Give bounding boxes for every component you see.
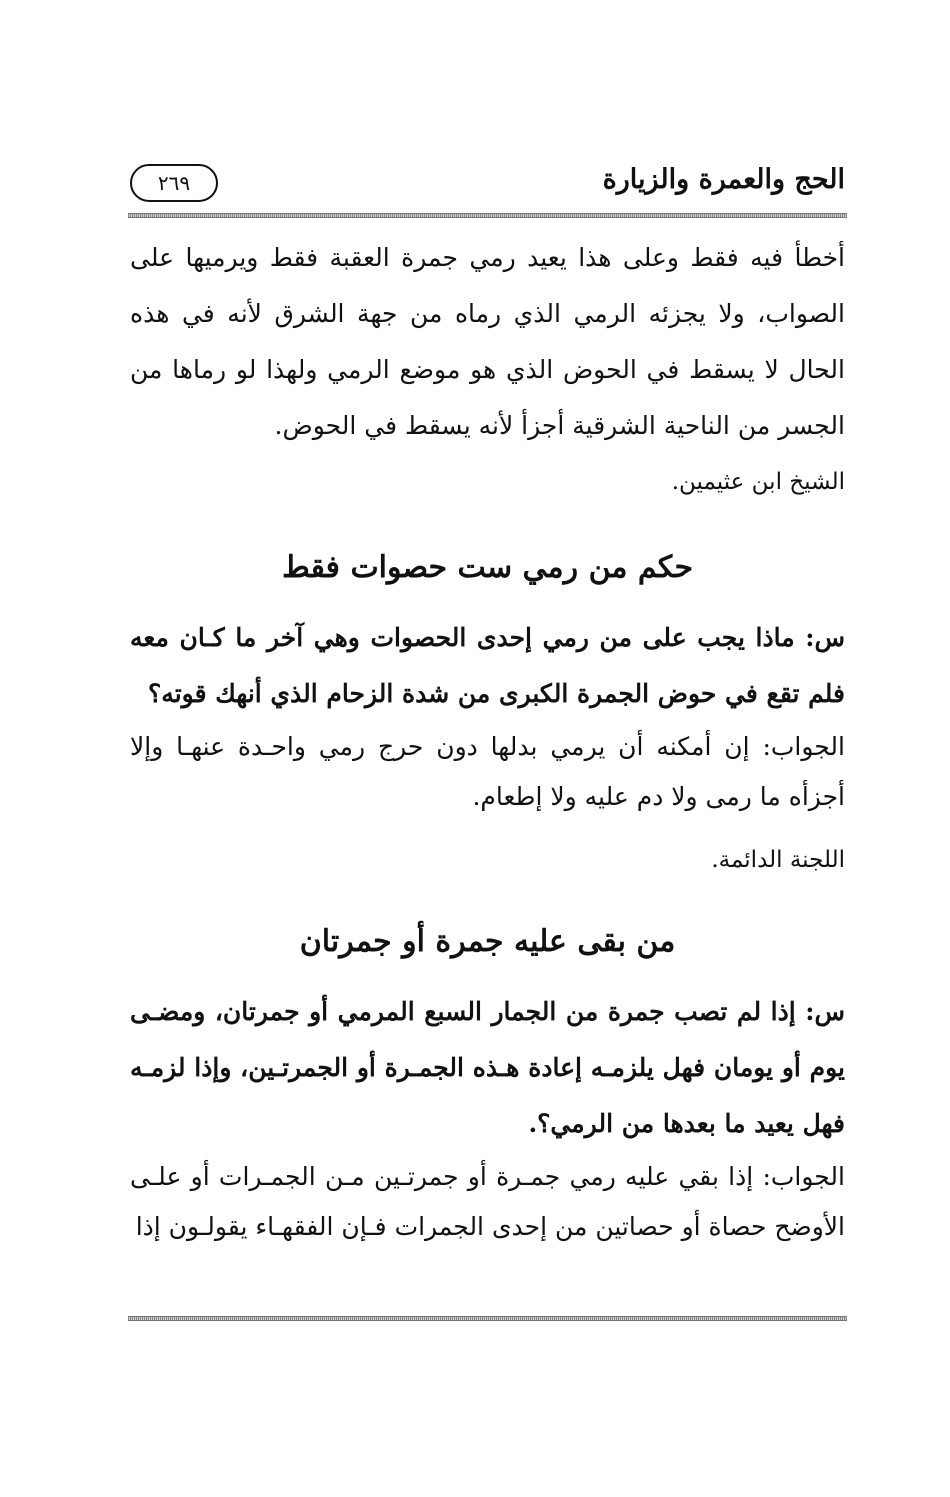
page-header xyxy=(130,160,845,210)
section-2-question: س: إذا لم تصب جمرة من الجمار السبع المرمي أو جمرتان، ومضـى يوم أو يومان فهل يلزمـه إعادة هـذه الجمـرة أو الجمرتـين، وإذا لزمـه فهل يعيد ما بعدها من الرمي؟. xyxy=(130,997,845,1138)
page-body xyxy=(130,230,845,1252)
header-divider xyxy=(128,213,847,218)
section-2-answer: الجواب: إذا بقي عليه رمي جمـرة أو جمرتـين مـن الجمـرات أو علـى الأوضح حصاة أو حصاتين من إحدى الجمرات فـإن الفقهـاء يقولـون إذا xyxy=(130,1162,845,1241)
intro-source: الشيخ ابن عثيمين. xyxy=(671,469,845,495)
section-1-answer: الجواب: إن أمكنه أن يرمي بدلها دون حرج رمي واحـدة عنهـا وإلا أجزأه ما رمى ولا دم عليه ولا إطعام. xyxy=(130,732,845,811)
footer-divider xyxy=(128,1316,847,1321)
running-title: الحج والعمرة والزيارة xyxy=(602,164,845,195)
intro-paragraph: أخطأ فيه فقط وعلى هذا يعيد رمي جمرة العقبة فقط ويرميها على الصواب، ولا يجزئه الرمي الذي رماه من جهة الشرق لأنه في هذه الحال لا يسقط في الحوض الذي هو موضع الرمي ولهذا لو رماها من الجسر من الناحية الشرقية أجزأ لأنه يسقط في الحوض. xyxy=(130,243,845,440)
page-number-badge: ٢٦٩ xyxy=(130,164,218,202)
section-2-title: من بقى عليه جمرة أو جمرتان xyxy=(299,924,676,959)
section-1-source: اللجنة الدائمة. xyxy=(711,847,845,873)
section-1-title: حكم من رمي ست حصوات فقط xyxy=(282,550,693,585)
section-1-question: س: ماذا يجب على من رمي إحدى الحصوات وهي آخر ما كـان معه فلم تقع في حوض الجمرة الكبرى من شدة الزحام الذي أنهك قوته؟ xyxy=(130,623,845,708)
